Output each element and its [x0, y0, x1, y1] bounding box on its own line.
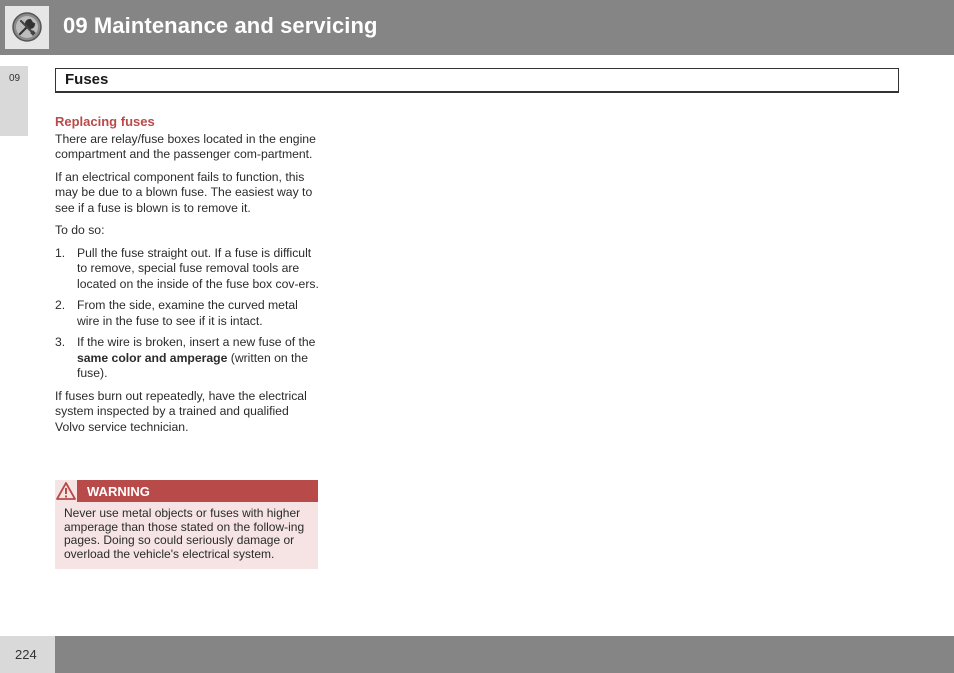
page-footer — [0, 636, 954, 673]
warning-icon-box — [55, 480, 77, 502]
list-item — [55, 335, 319, 382]
step-text-after: (written on the fuse). — [77, 350, 308, 380]
step-text-bold: same color and amperage — [77, 350, 228, 365]
steps-list — [55, 246, 319, 382]
wrench-screwdriver-icon — [11, 11, 43, 43]
main-content — [55, 114, 319, 442]
warning-text: Never use metal objects or fuses with higher amperage than those stated on the follow-ing pages. Doing so could seriously damage or overload the vehicle's electrical system. — [64, 506, 305, 561]
warning-triangle-icon — [56, 481, 76, 501]
page-number: 224 — [15, 647, 37, 662]
warning-header — [55, 480, 318, 502]
step-number: 2. — [55, 298, 66, 312]
side-tab-label: 09 — [9, 73, 21, 84]
chapter-side-tab — [0, 66, 28, 136]
warning-title: WARNING — [87, 484, 150, 499]
chapter-title: 09 Maintenance and servicing — [63, 13, 378, 38]
step-number: 3. — [55, 335, 66, 349]
paragraph-repeated-burnout: If fuses burn out repeatedly, have the electrical system inspected by a trained and qualified Volvo service technician. — [55, 388, 307, 434]
list-item — [55, 298, 319, 329]
chapter-icon-box — [5, 6, 49, 49]
subheading: Replacing fuses — [55, 114, 155, 129]
step-text-before: If the wire is broken, insert a new fuse of the — [77, 335, 316, 349]
page-number-box — [0, 636, 55, 673]
step-text: From the side, examine the curved metal wire in the fuse to see if it is intact. — [77, 298, 298, 328]
section-title: Fuses — [65, 71, 109, 88]
step-number: 1. — [55, 245, 66, 260]
warning-box — [55, 480, 318, 569]
paragraph-intro: There are relay/fuse boxes located in the engine compartment and the passenger com-partment. — [55, 131, 316, 161]
section-title-box — [55, 68, 899, 93]
paragraph-to-do-so: To do so: — [55, 223, 105, 237]
page-header — [0, 0, 954, 55]
paragraph-blown-fuse: If an electrical component fails to function, this may be due to a blown fuse. The easiest way to see if a fuse is blown is to remove it. — [55, 169, 313, 215]
list-item — [55, 246, 319, 293]
step-text: Pull the fuse straight out. If a fuse is difficult to remove, special fuse removal tools are located on the inside of the fuse box cov-ers. — [77, 245, 319, 291]
